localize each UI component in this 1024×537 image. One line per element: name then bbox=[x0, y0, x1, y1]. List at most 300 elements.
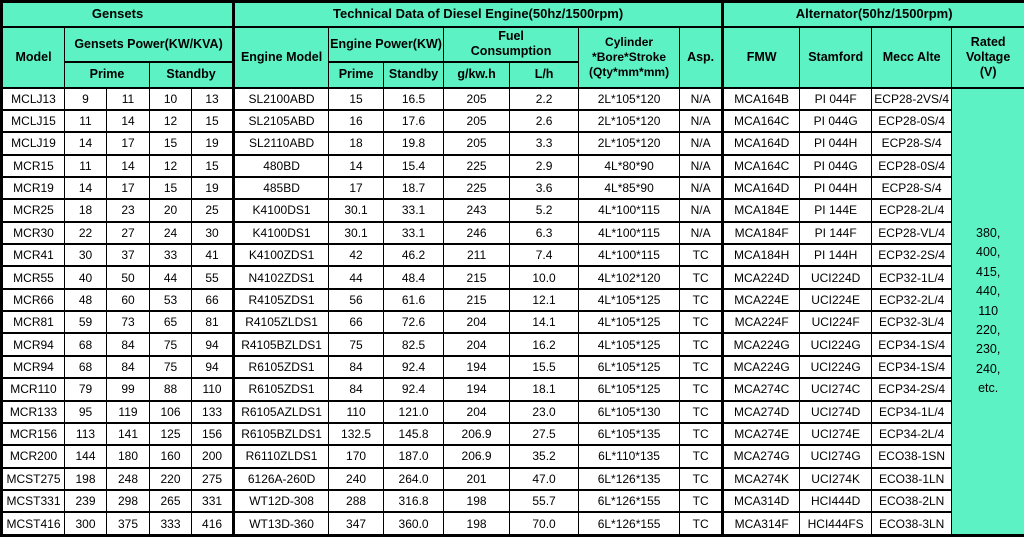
stamford-alternator-cell: PI 044G bbox=[800, 110, 872, 132]
cylinder-cell: 6L*105*125 bbox=[579, 356, 680, 378]
engine-standby-kw-cell: 264.0 bbox=[384, 468, 444, 490]
fuel-lh-cell: 47.0 bbox=[510, 468, 579, 490]
engine-prime-kw-cell: 132.5 bbox=[329, 423, 384, 445]
engine-prime-kw-cell: 84 bbox=[329, 378, 384, 400]
table-row bbox=[2, 378, 1024, 400]
engine-prime-kw-cell: 84 bbox=[329, 356, 384, 378]
stamford-alternator-cell: UCI224D bbox=[800, 266, 872, 288]
cylinder-cell: 4L*85*90 bbox=[579, 177, 680, 199]
engine-prime-kw-cell: 44 bbox=[329, 266, 384, 288]
stamford-alternator-cell: PI 044H bbox=[800, 132, 872, 154]
table-row bbox=[2, 333, 1024, 355]
mecc-alte-alternator-cell: ECO38-1SN bbox=[872, 445, 952, 467]
standby-kva-cell: 94 bbox=[192, 356, 234, 378]
standby-kw-cell: 160 bbox=[150, 445, 192, 467]
engine-prime-kw-cell: 240 bbox=[329, 468, 384, 490]
fmw-alternator-cell: MCA314D bbox=[723, 490, 800, 512]
mecc-alte-alternator-cell: ECP28-S/4 bbox=[872, 132, 952, 154]
aspiration-cell: TC bbox=[680, 512, 723, 535]
fmw-alternator-cell: MCA224D bbox=[723, 266, 800, 288]
aspiration-cell: N/A bbox=[680, 155, 723, 177]
standby-kw-cell: 15 bbox=[150, 132, 192, 154]
cylinder-cell: 4L*105*125 bbox=[579, 289, 680, 311]
standby-kva-cell: 81 bbox=[192, 311, 234, 333]
header-engine-power: Engine Power(KW) bbox=[329, 27, 444, 62]
standby-kva-cell: 331 bbox=[192, 490, 234, 512]
fuel-g-kwh-cell: 194 bbox=[444, 356, 510, 378]
standby-kw-cell: 33 bbox=[150, 244, 192, 266]
prime-kva-cell: 180 bbox=[107, 445, 150, 467]
mecc-alte-alternator-cell: ECP28-0S/4 bbox=[872, 110, 952, 132]
aspiration-cell: N/A bbox=[680, 88, 723, 110]
engine-standby-kw-cell: 19.8 bbox=[384, 132, 444, 154]
aspiration-cell: TC bbox=[680, 266, 723, 288]
prime-kw-cell: 239 bbox=[65, 490, 107, 512]
cylinder-cell: 6L*105*135 bbox=[579, 423, 680, 445]
aspiration-cell: N/A bbox=[680, 222, 723, 244]
prime-kva-cell: 375 bbox=[107, 512, 150, 535]
engine-model-cell: R4105ZLDS1 bbox=[234, 311, 329, 333]
standby-kva-cell: 133 bbox=[192, 401, 234, 423]
standby-kva-cell: 15 bbox=[192, 155, 234, 177]
standby-kw-cell: 44 bbox=[150, 266, 192, 288]
genset-model-cell: MCST416 bbox=[2, 512, 65, 535]
mecc-alte-alternator-cell: ECP32-2S/4 bbox=[872, 244, 952, 266]
prime-kw-cell: 59 bbox=[65, 311, 107, 333]
fuel-g-kwh-cell: 204 bbox=[444, 311, 510, 333]
prime-kw-cell: 14 bbox=[65, 177, 107, 199]
engine-standby-kw-cell: 61.6 bbox=[384, 289, 444, 311]
engine-prime-kw-cell: 42 bbox=[329, 244, 384, 266]
standby-kva-cell: 200 bbox=[192, 445, 234, 467]
standby-kw-cell: 106 bbox=[150, 401, 192, 423]
table-row bbox=[2, 356, 1024, 378]
fuel-lh-cell: 10.0 bbox=[510, 266, 579, 288]
aspiration-cell: TC bbox=[680, 468, 723, 490]
table-row bbox=[2, 199, 1024, 221]
stamford-alternator-cell: UCI274G bbox=[800, 445, 872, 467]
header-mecc-alte: Mecc Alte bbox=[872, 27, 952, 88]
header-gensets-power: Gensets Power(KW/KVA) bbox=[65, 27, 234, 62]
standby-kw-cell: 333 bbox=[150, 512, 192, 535]
fuel-g-kwh-cell: 201 bbox=[444, 468, 510, 490]
cylinder-cell: 4L*100*115 bbox=[579, 222, 680, 244]
fuel-lh-cell: 3.3 bbox=[510, 132, 579, 154]
fuel-lh-cell: 70.0 bbox=[510, 512, 579, 535]
header-g-kwh: g/kw.h bbox=[444, 62, 510, 88]
mecc-alte-alternator-cell: ECP34-1L/4 bbox=[872, 401, 952, 423]
aspiration-cell: TC bbox=[680, 311, 723, 333]
prime-kw-cell: 95 bbox=[65, 401, 107, 423]
cylinder-cell: 6L*110*135 bbox=[579, 445, 680, 467]
aspiration-cell: TC bbox=[680, 378, 723, 400]
engine-standby-kw-cell: 46.2 bbox=[384, 244, 444, 266]
genset-model-cell: MCLJ13 bbox=[2, 88, 65, 110]
fuel-lh-cell: 14.1 bbox=[510, 311, 579, 333]
mecc-alte-alternator-cell: ECP32-2L/4 bbox=[872, 289, 952, 311]
genset-model-cell: MCR30 bbox=[2, 222, 65, 244]
fuel-g-kwh-cell: 246 bbox=[444, 222, 510, 244]
header-l-h: L/h bbox=[510, 62, 579, 88]
engine-model-cell: R6110ZLDS1 bbox=[234, 445, 329, 467]
fmw-alternator-cell: MCA224E bbox=[723, 289, 800, 311]
table-row bbox=[2, 490, 1024, 512]
prime-kw-cell: 40 bbox=[65, 266, 107, 288]
engine-model-cell: K4100DS1 bbox=[234, 222, 329, 244]
header-rated-voltage: Rated Voltage (V) bbox=[952, 27, 1024, 88]
stamford-alternator-cell: UCI274D bbox=[800, 401, 872, 423]
standby-kva-cell: 94 bbox=[192, 333, 234, 355]
engine-prime-kw-cell: 56 bbox=[329, 289, 384, 311]
table-row bbox=[2, 110, 1024, 132]
engine-standby-kw-cell: 48.4 bbox=[384, 266, 444, 288]
header-model: Model bbox=[2, 27, 65, 88]
fuel-g-kwh-cell: 204 bbox=[444, 333, 510, 355]
fuel-g-kwh-cell: 198 bbox=[444, 490, 510, 512]
fuel-lh-cell: 2.2 bbox=[510, 88, 579, 110]
fuel-lh-cell: 2.6 bbox=[510, 110, 579, 132]
prime-kw-cell: 22 bbox=[65, 222, 107, 244]
engine-model-cell: R4105ZDS1 bbox=[234, 289, 329, 311]
fmw-alternator-cell: MCA274D bbox=[723, 401, 800, 423]
standby-kw-cell: 265 bbox=[150, 490, 192, 512]
mecc-alte-alternator-cell: ECP32-3L/4 bbox=[872, 311, 952, 333]
fmw-alternator-cell: MCA164D bbox=[723, 177, 800, 199]
engine-model-cell: R6105AZLDS1 bbox=[234, 401, 329, 423]
stamford-alternator-cell: HCI444FS bbox=[800, 512, 872, 535]
fuel-lh-cell: 2.9 bbox=[510, 155, 579, 177]
engine-model-cell: WT13D-360 bbox=[234, 512, 329, 535]
engine-prime-kw-cell: 170 bbox=[329, 445, 384, 467]
table-row bbox=[2, 468, 1024, 490]
mecc-alte-alternator-cell: ECP28-0S/4 bbox=[872, 155, 952, 177]
genset-model-cell: MCR156 bbox=[2, 423, 65, 445]
standby-kva-cell: 55 bbox=[192, 266, 234, 288]
aspiration-cell: TC bbox=[680, 445, 723, 467]
fuel-lh-cell: 7.4 bbox=[510, 244, 579, 266]
mecc-alte-alternator-cell: ECP28-S/4 bbox=[872, 177, 952, 199]
engine-model-cell: WT12D-308 bbox=[234, 490, 329, 512]
engine-prime-kw-cell: 14 bbox=[329, 155, 384, 177]
aspiration-cell: N/A bbox=[680, 132, 723, 154]
standby-kva-cell: 110 bbox=[192, 378, 234, 400]
prime-kva-cell: 119 bbox=[107, 401, 150, 423]
mecc-alte-alternator-cell: ECP28-2L/4 bbox=[872, 199, 952, 221]
prime-kw-cell: 113 bbox=[65, 423, 107, 445]
table-row bbox=[2, 311, 1024, 333]
table-body bbox=[2, 88, 1024, 536]
standby-kva-cell: 15 bbox=[192, 110, 234, 132]
prime-kw-cell: 48 bbox=[65, 289, 107, 311]
standby-kva-cell: 156 bbox=[192, 423, 234, 445]
table-row bbox=[2, 88, 1024, 110]
prime-kva-cell: 99 bbox=[107, 378, 150, 400]
cylinder-cell: 2L*105*120 bbox=[579, 110, 680, 132]
stamford-alternator-cell: UCI224G bbox=[800, 356, 872, 378]
stamford-alternator-cell: UCI274K bbox=[800, 468, 872, 490]
engine-standby-kw-cell: 15.4 bbox=[384, 155, 444, 177]
aspiration-cell: TC bbox=[680, 356, 723, 378]
prime-kw-cell: 9 bbox=[65, 88, 107, 110]
stamford-alternator-cell: PI 144F bbox=[800, 222, 872, 244]
prime-kva-cell: 84 bbox=[107, 333, 150, 355]
standby-kva-cell: 25 bbox=[192, 199, 234, 221]
table-row bbox=[2, 244, 1024, 266]
engine-model-cell: R6105BZLDS1 bbox=[234, 423, 329, 445]
engine-model-cell: 480BD bbox=[234, 155, 329, 177]
engine-model-cell: K4100ZDS1 bbox=[234, 244, 329, 266]
fuel-lh-cell: 15.5 bbox=[510, 356, 579, 378]
section-header-engine: Technical Data of Diesel Engine(50hz/1500rpm) bbox=[234, 2, 723, 27]
mecc-alte-alternator-cell: ECO38-2LN bbox=[872, 490, 952, 512]
prime-kw-cell: 30 bbox=[65, 244, 107, 266]
stamford-alternator-cell: PI 144H bbox=[800, 244, 872, 266]
prime-kw-cell: 198 bbox=[65, 468, 107, 490]
header-fuel-consumption: Fuel Consumption bbox=[444, 27, 579, 62]
fuel-lh-cell: 6.3 bbox=[510, 222, 579, 244]
engine-standby-kw-cell: 33.1 bbox=[384, 199, 444, 221]
aspiration-cell: TC bbox=[680, 423, 723, 445]
header-cylinder: Cylinder *Bore*Stroke (Qty*mm*mm) bbox=[579, 27, 680, 88]
stamford-alternator-cell: UCI224G bbox=[800, 333, 872, 355]
cylinder-cell: 6L*105*130 bbox=[579, 401, 680, 423]
prime-kva-cell: 37 bbox=[107, 244, 150, 266]
standby-kva-cell: 66 bbox=[192, 289, 234, 311]
prime-kva-cell: 84 bbox=[107, 356, 150, 378]
fuel-g-kwh-cell: 211 bbox=[444, 244, 510, 266]
fuel-g-kwh-cell: 243 bbox=[444, 199, 510, 221]
cylinder-cell: 6L*126*155 bbox=[579, 512, 680, 535]
prime-kva-cell: 14 bbox=[107, 155, 150, 177]
engine-prime-kw-cell: 288 bbox=[329, 490, 384, 512]
mecc-alte-alternator-cell: ECP34-2S/4 bbox=[872, 378, 952, 400]
engine-prime-kw-cell: 15 bbox=[329, 88, 384, 110]
fuel-lh-cell: 3.6 bbox=[510, 177, 579, 199]
cylinder-cell: 4L*105*125 bbox=[579, 311, 680, 333]
header-engine-prime: Prime bbox=[329, 62, 384, 88]
standby-kw-cell: 53 bbox=[150, 289, 192, 311]
fuel-lh-cell: 23.0 bbox=[510, 401, 579, 423]
stamford-alternator-cell: PI 044H bbox=[800, 177, 872, 199]
column-header-row bbox=[2, 27, 1024, 62]
standby-kva-cell: 13 bbox=[192, 88, 234, 110]
engine-standby-kw-cell: 18.7 bbox=[384, 177, 444, 199]
engine-standby-kw-cell: 16.5 bbox=[384, 88, 444, 110]
prime-kva-cell: 298 bbox=[107, 490, 150, 512]
prime-kva-cell: 17 bbox=[107, 132, 150, 154]
standby-kw-cell: 10 bbox=[150, 88, 192, 110]
header-stamford: Stamford bbox=[800, 27, 872, 88]
rated-voltage-values: 380, 400, 415, 440, 110 220, 230, 240, etc. bbox=[952, 88, 1024, 536]
stamford-alternator-cell: PI 044G bbox=[800, 155, 872, 177]
stamford-alternator-cell: UCI224E bbox=[800, 289, 872, 311]
fuel-lh-cell: 5.2 bbox=[510, 199, 579, 221]
genset-model-cell: MCR133 bbox=[2, 401, 65, 423]
fuel-g-kwh-cell: 194 bbox=[444, 378, 510, 400]
engine-standby-kw-cell: 82.5 bbox=[384, 333, 444, 355]
header-gensets-standby: Standby bbox=[150, 62, 234, 88]
prime-kva-cell: 11 bbox=[107, 88, 150, 110]
fuel-lh-cell: 18.1 bbox=[510, 378, 579, 400]
genset-model-cell: MCLJ15 bbox=[2, 110, 65, 132]
prime-kva-cell: 27 bbox=[107, 222, 150, 244]
standby-kva-cell: 275 bbox=[192, 468, 234, 490]
prime-kw-cell: 79 bbox=[65, 378, 107, 400]
fuel-lh-cell: 12.1 bbox=[510, 289, 579, 311]
standby-kva-cell: 41 bbox=[192, 244, 234, 266]
genset-model-cell: MCR94 bbox=[2, 356, 65, 378]
fuel-g-kwh-cell: 205 bbox=[444, 132, 510, 154]
table-row bbox=[2, 289, 1024, 311]
header-gensets-prime: Prime bbox=[65, 62, 150, 88]
cylinder-cell: 2L*105*120 bbox=[579, 132, 680, 154]
engine-model-cell: R6105ZDS1 bbox=[234, 378, 329, 400]
prime-kva-cell: 73 bbox=[107, 311, 150, 333]
mecc-alte-alternator-cell: ECO38-3LN bbox=[872, 512, 952, 535]
stamford-alternator-cell: PI 144E bbox=[800, 199, 872, 221]
fmw-alternator-cell: MCA184H bbox=[723, 244, 800, 266]
fmw-alternator-cell: MCA164C bbox=[723, 155, 800, 177]
cylinder-cell: 2L*105*120 bbox=[579, 88, 680, 110]
engine-model-cell: R6105ZDS1 bbox=[234, 356, 329, 378]
table-row bbox=[2, 512, 1024, 535]
fuel-g-kwh-cell: 215 bbox=[444, 266, 510, 288]
prime-kva-cell: 248 bbox=[107, 468, 150, 490]
standby-kw-cell: 125 bbox=[150, 423, 192, 445]
aspiration-cell: TC bbox=[680, 289, 723, 311]
fuel-g-kwh-cell: 206.9 bbox=[444, 423, 510, 445]
fmw-alternator-cell: MCA224F bbox=[723, 311, 800, 333]
standby-kw-cell: 12 bbox=[150, 155, 192, 177]
engine-standby-kw-cell: 72.6 bbox=[384, 311, 444, 333]
section-header-row bbox=[2, 2, 1024, 27]
engine-standby-kw-cell: 33.1 bbox=[384, 222, 444, 244]
engine-prime-kw-cell: 17 bbox=[329, 177, 384, 199]
cylinder-cell: 6L*126*135 bbox=[579, 468, 680, 490]
engine-standby-kw-cell: 92.4 bbox=[384, 356, 444, 378]
standby-kva-cell: 19 bbox=[192, 132, 234, 154]
prime-kw-cell: 11 bbox=[65, 155, 107, 177]
engine-model-cell: K4100DS1 bbox=[234, 199, 329, 221]
stamford-alternator-cell: UCI224F bbox=[800, 311, 872, 333]
standby-kva-cell: 416 bbox=[192, 512, 234, 535]
engine-prime-kw-cell: 18 bbox=[329, 132, 384, 154]
genset-model-cell: MCST331 bbox=[2, 490, 65, 512]
engine-prime-kw-cell: 16 bbox=[329, 110, 384, 132]
cylinder-cell: 6L*105*125 bbox=[579, 378, 680, 400]
prime-kva-cell: 141 bbox=[107, 423, 150, 445]
standby-kva-cell: 30 bbox=[192, 222, 234, 244]
standby-kw-cell: 24 bbox=[150, 222, 192, 244]
prime-kva-cell: 23 bbox=[107, 199, 150, 221]
table-row bbox=[2, 132, 1024, 154]
aspiration-cell: TC bbox=[680, 490, 723, 512]
genset-model-cell: MCR110 bbox=[2, 378, 65, 400]
stamford-alternator-cell: PI 044F bbox=[800, 88, 872, 110]
engine-prime-kw-cell: 75 bbox=[329, 333, 384, 355]
stamford-alternator-cell: UCI274E bbox=[800, 423, 872, 445]
engine-prime-kw-cell: 110 bbox=[329, 401, 384, 423]
engine-prime-kw-cell: 66 bbox=[329, 311, 384, 333]
engine-model-cell: 485BD bbox=[234, 177, 329, 199]
aspiration-cell: N/A bbox=[680, 110, 723, 132]
engine-prime-kw-cell: 30.1 bbox=[329, 222, 384, 244]
fmw-alternator-cell: MCA274K bbox=[723, 468, 800, 490]
prime-kw-cell: 300 bbox=[65, 512, 107, 535]
fmw-alternator-cell: MCA274G bbox=[723, 445, 800, 467]
engine-standby-kw-cell: 316.8 bbox=[384, 490, 444, 512]
aspiration-cell: TC bbox=[680, 401, 723, 423]
fuel-lh-cell: 55.7 bbox=[510, 490, 579, 512]
mecc-alte-alternator-cell: ECO38-1LN bbox=[872, 468, 952, 490]
fuel-g-kwh-cell: 225 bbox=[444, 155, 510, 177]
genset-model-cell: MCR200 bbox=[2, 445, 65, 467]
table-row bbox=[2, 266, 1024, 288]
engine-standby-kw-cell: 360.0 bbox=[384, 512, 444, 535]
engine-model-cell: SL2100ABD bbox=[234, 88, 329, 110]
engine-standby-kw-cell: 92.4 bbox=[384, 378, 444, 400]
genset-model-cell: MCR25 bbox=[2, 199, 65, 221]
mecc-alte-alternator-cell: ECP34-1S/4 bbox=[872, 356, 952, 378]
standby-kw-cell: 88 bbox=[150, 378, 192, 400]
standby-kw-cell: 65 bbox=[150, 311, 192, 333]
fuel-g-kwh-cell: 225 bbox=[444, 177, 510, 199]
mecc-alte-alternator-cell: ECP32-1L/4 bbox=[872, 266, 952, 288]
engine-model-cell: R4105BZLDS1 bbox=[234, 333, 329, 355]
genset-model-cell: MCR94 bbox=[2, 333, 65, 355]
fuel-lh-cell: 16.2 bbox=[510, 333, 579, 355]
fmw-alternator-cell: MCA274C bbox=[723, 378, 800, 400]
genset-model-cell: MCST275 bbox=[2, 468, 65, 490]
fuel-lh-cell: 27.5 bbox=[510, 423, 579, 445]
fuel-g-kwh-cell: 206.9 bbox=[444, 445, 510, 467]
table-row bbox=[2, 222, 1024, 244]
table-row bbox=[2, 177, 1024, 199]
genset-model-cell: MCR55 bbox=[2, 266, 65, 288]
header-aspiration: Asp. bbox=[680, 27, 723, 88]
engine-model-cell: SL2105ABD bbox=[234, 110, 329, 132]
fuel-lh-cell: 35.2 bbox=[510, 445, 579, 467]
cylinder-cell: 6L*126*155 bbox=[579, 490, 680, 512]
fuel-g-kwh-cell: 205 bbox=[444, 110, 510, 132]
fmw-alternator-cell: MCA314F bbox=[723, 512, 800, 535]
standby-kw-cell: 20 bbox=[150, 199, 192, 221]
fuel-g-kwh-cell: 205 bbox=[444, 88, 510, 110]
cylinder-cell: 4L*102*120 bbox=[579, 266, 680, 288]
prime-kw-cell: 14 bbox=[65, 132, 107, 154]
fuel-g-kwh-cell: 215 bbox=[444, 289, 510, 311]
genset-model-cell: MCR15 bbox=[2, 155, 65, 177]
genset-model-cell: MCR19 bbox=[2, 177, 65, 199]
standby-kva-cell: 19 bbox=[192, 177, 234, 199]
mecc-alte-alternator-cell: ECP34-1S/4 bbox=[872, 333, 952, 355]
prime-kw-cell: 144 bbox=[65, 445, 107, 467]
header-fmw: FMW bbox=[723, 27, 800, 88]
fmw-alternator-cell: MCA224G bbox=[723, 333, 800, 355]
header-engine-model: Engine Model bbox=[234, 27, 329, 88]
engine-standby-kw-cell: 187.0 bbox=[384, 445, 444, 467]
cylinder-cell: 4L*100*115 bbox=[579, 244, 680, 266]
standby-kw-cell: 220 bbox=[150, 468, 192, 490]
fmw-alternator-cell: MCA164C bbox=[723, 110, 800, 132]
aspiration-cell: TC bbox=[680, 244, 723, 266]
genset-model-cell: MCR81 bbox=[2, 311, 65, 333]
prime-kva-cell: 60 bbox=[107, 289, 150, 311]
fmw-alternator-cell: MCA164D bbox=[723, 132, 800, 154]
engine-model-cell: 6126A-260D bbox=[234, 468, 329, 490]
prime-kw-cell: 68 bbox=[65, 356, 107, 378]
fuel-g-kwh-cell: 204 bbox=[444, 401, 510, 423]
